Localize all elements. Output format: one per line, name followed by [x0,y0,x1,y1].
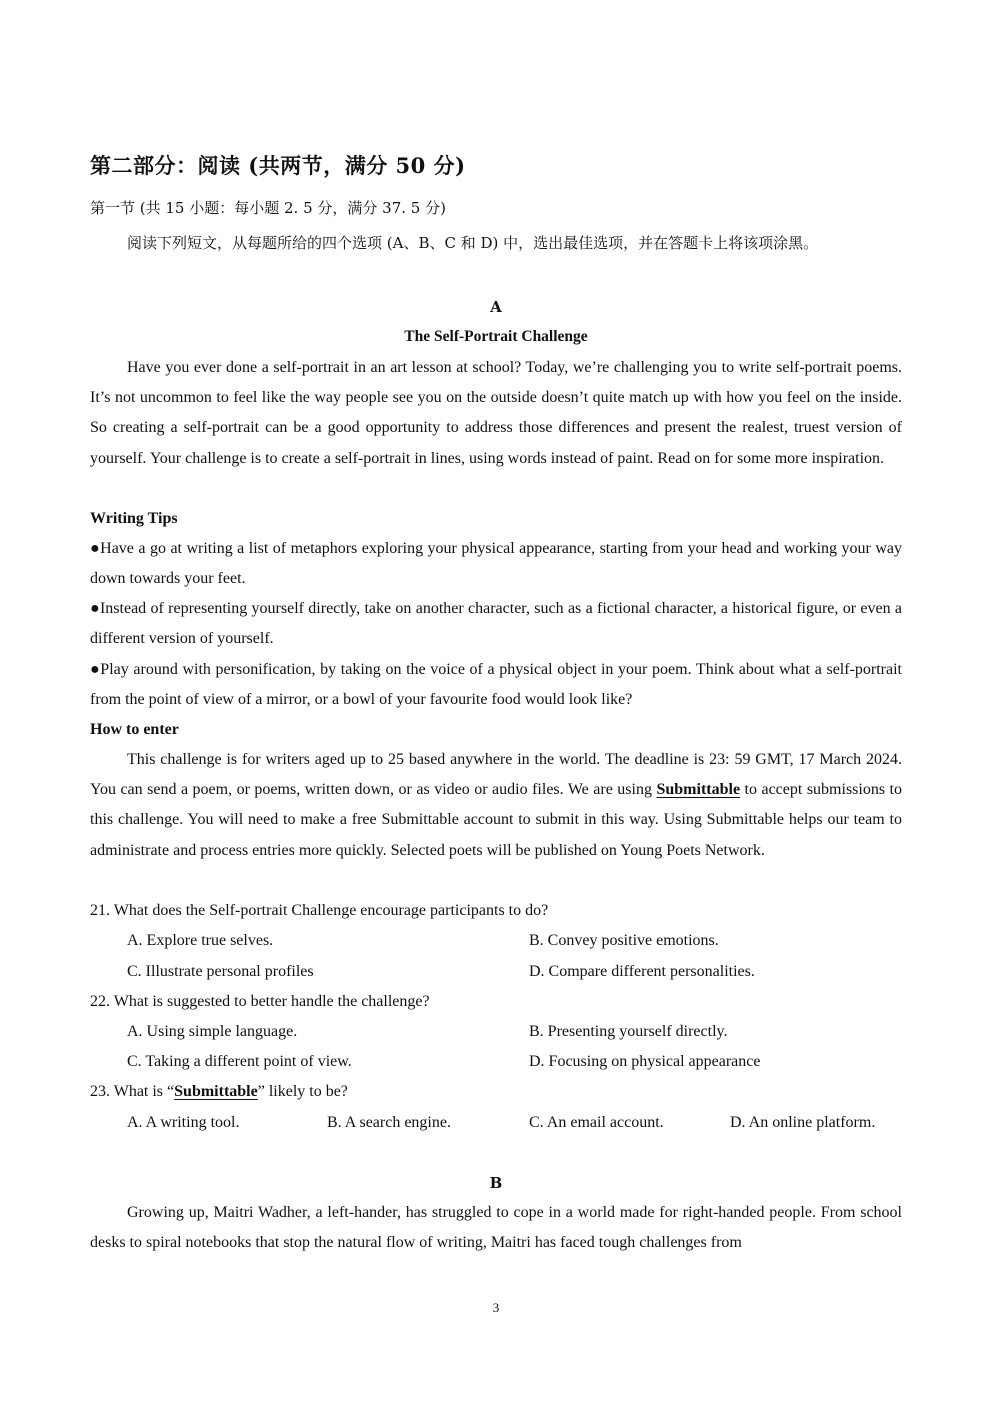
tip-item: ●Have a go at writing a list of metaphors exploring your physical appearance, starting from your head and working your way down towards your feet. [90,540,902,588]
how-to-enter-heading: How to enter [90,721,179,738]
option-23-d[interactable]: D. An online platform. [730,1114,876,1131]
section-subtitle: 第一节 (共 15 小题：每小题 2. 5 分，满分 37. 5 分) [90,199,446,217]
option-22-b[interactable]: B. Presenting yourself directly. [529,1023,728,1040]
question-23-stem-end: ” likely to be? [257,1083,348,1100]
option-21-c[interactable]: C. Illustrate personal profiles [127,963,314,980]
option-22-d[interactable]: D. Focusing on physical appearance [529,1053,761,1070]
page-number: 3 [492,1300,500,1315]
enter-text-end: to accept submissions to this challenge. You will need to make a free Submittable account to submit in this way. Using Submittable helps our team to administrate and process entries more quickly. Selected poets will be published on Young Poets Network. [90,781,903,859]
question-23-stem-start: 23. What is “ [90,1083,175,1100]
option-21-b[interactable]: B. Convey positive emotions. [529,932,719,949]
passage-a-letter: A [490,298,502,316]
submittable-link[interactable]: Submittable [656,781,741,799]
passage-b-intro: Growing up, Maitri Wadher, a left-hander, has struggled to cope in a world made for right-handed people. From school desks to spiral notebooks that stop the natural flow of writing, Maitri has faced tough challenges from [90,1204,902,1252]
passage-b-letter: B [489,1174,503,1192]
option-23-b[interactable]: B. A search engine. [327,1114,451,1131]
question-22: 22. What is suggested to better handle the challenge? [90,993,430,1010]
option-23-c[interactable]: C. An email account. [529,1114,664,1131]
passage-a-title: The Self-Portrait Challenge [404,328,588,345]
option-23-a[interactable]: A. A writing tool. [127,1114,240,1131]
passage-a-intro: Have you ever done a self-portrait in an art lesson at school? Today, we’re challenging you to write self-portrait poems. It’s not uncommon to feel like the way people see you on the outside doesn’t quite match up with how you feel on the inside. So creating a self-portrait can be a good opportunity to address those differences and present the realest, truest version of yourself. Your challenge is to create a self-portrait in lines, using words instead of paint. Read on for some more inspiration. [90,359,902,467]
tip-item: ●Instead of representing yourself directly, take on another character, such as a fictional character, a historical figure, or even a different version of yourself. [90,600,902,648]
question-23 [90,1083,348,1101]
question-21: 21. What does the Self-portrait Challenge encourage participants to do? [90,902,549,919]
instruction-text: 阅读下列短文，从每题所给的四个选项 (A、B、C 和 D) 中，选出最佳选项，并在答题卡上将该项涂黑。 [127,234,819,252]
how-to-enter-text [90,745,902,866]
section-title: 第二部分：阅读 (共两节，满分 50 分) [90,153,466,178]
submittable-link[interactable]: Submittable [174,1083,258,1100]
option-22-a[interactable]: A. Using simple language. [127,1023,298,1040]
option-21-a[interactable]: A. Explore true selves. [127,932,274,949]
option-22-c[interactable]: C. Taking a different point of view. [127,1053,352,1070]
tip-item: ●Play around with personification, by taking on the voice of a physical object in your poem. Think about what a self-portrait from the point of view of a mirror, or a bowl of your favourite food would look like? [90,661,902,709]
option-21-d[interactable]: D. Compare different personalities. [529,963,755,980]
enter-text-start: This challenge is for writers aged up to 25 based anywhere in the world. The deadline is 23: 59 GMT, 17 March 2024. You can send a poem, or poems, written down, or as video or audio files. We are using [90,751,902,799]
writing-tips-heading: Writing Tips [90,510,178,527]
